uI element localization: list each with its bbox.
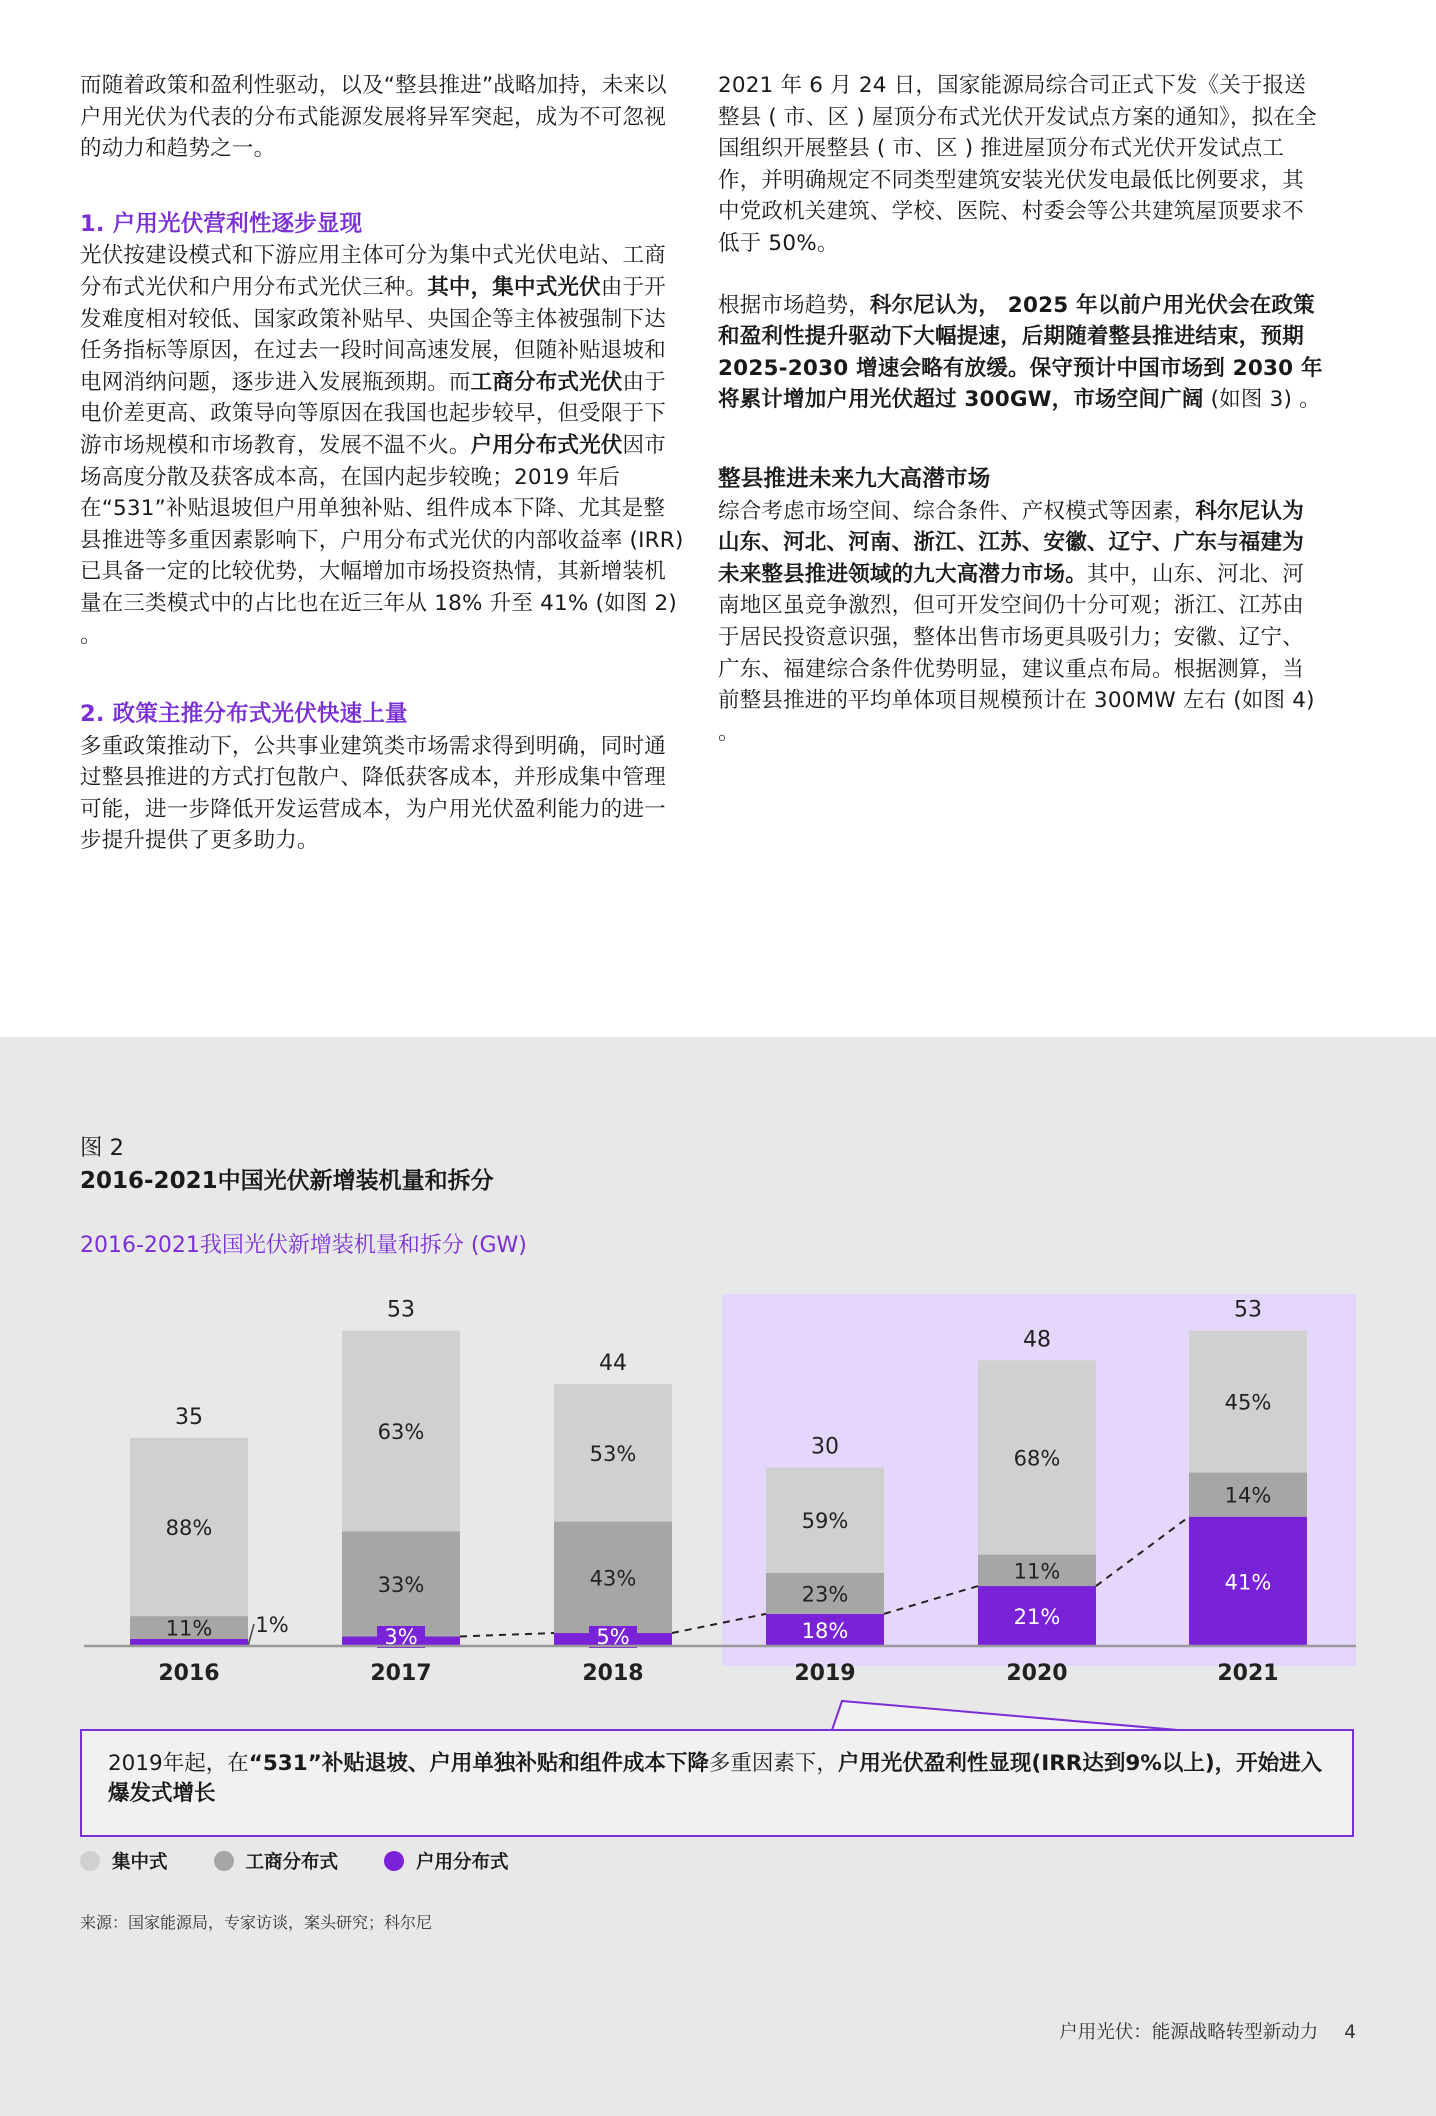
share-label-residential: 21% — [1013, 1605, 1061, 1630]
callout-text: 2019年起，在“531”补贴退坡、户用单独补贴和组件成本下降多重因素下，户用光伏盈利性显现(IRR达到9%以上)，开始进入爆发式增长 — [108, 1751, 1323, 1806]
share-label-commercial: 43% — [589, 1566, 637, 1591]
x-tick-label: 2020 — [1006, 1661, 1068, 1686]
source-note: 来源：国家能源局，专家访谈，案头研究；科尔尼 — [80, 1913, 433, 1932]
paragraph-2: 多重政策推动下，公共事业建筑类市场需求得到明确，同时通过整县推进的方式打包散户、降低获客成本，并形成集中管理可能，进一步降低开发运营成本，为户用光伏盈利能力的进一步提升提供了更多助力。 — [80, 733, 666, 854]
share-label-centralized: 88% — [165, 1515, 213, 1540]
share-label-centralized: 63% — [377, 1419, 425, 1444]
stacked-bar-chart — [0, 1280, 1436, 1700]
share-label-commercial: 11% — [1013, 1559, 1061, 1584]
share-label-commercial: 23% — [801, 1582, 849, 1607]
legend-dot-icon — [214, 1851, 234, 1871]
total-label: 48 — [1023, 1327, 1051, 1353]
page-number: 4 — [1344, 2022, 1356, 2043]
total-label: 53 — [387, 1297, 415, 1323]
share-label-residential: 18% — [801, 1618, 849, 1643]
figure-label: 图 2 — [80, 1135, 124, 1161]
right-column — [718, 70, 1323, 748]
share-label-centralized: 68% — [1013, 1446, 1061, 1471]
leader-line — [248, 1624, 254, 1646]
footer-title: 户用光伏：能源战略转型新动力 — [1059, 2022, 1319, 2043]
x-tick-label: 2021 — [1217, 1661, 1279, 1686]
paragraph-1: 光伏按建设模式和下游应用主体可分为集中式光伏电站、工商分布式光伏和户用分布式光伏三种。其中，集中式光伏由于开发难度相对较低、国家政策补贴早、央国企等主体被强制下达任务指标等原因，在过去一段时间高速发展，但随补贴退坡和电网消纳问题，逐步进入发展瓶颈期。而工商分布式光伏由于电价差更高、政策导向等原因在我国也起步较早，但受限于下游市场规模和市场教育，发展不温不火。户用分布式光伏因市场高度分散及获客成本高，在国内起步较晚；2019 年后在“531”补贴退坡但户用单独补贴、组件成本下降、尤其是整县推进等多重因素影响下，户用分布式光伏的内部收益率 (IRR) 已具备一定的比较优势，大幅增加市场投资热情，其新增装机量在三类模式中的占比也在近三年从 18% 升至 41% (如图 2) 。 — [80, 243, 684, 648]
x-tick-label: 2019 — [794, 1661, 856, 1686]
share-label-residential: 1% — [255, 1613, 289, 1637]
callout-box — [80, 1729, 1354, 1837]
chart-legend — [80, 1848, 509, 1874]
x-tick-label: 2016 — [158, 1661, 220, 1686]
legend-dot-icon — [80, 1851, 100, 1871]
share-label-commercial: 11% — [165, 1616, 213, 1641]
section-heading-1: 1. 户用光伏营利性逐步显现 — [80, 210, 363, 237]
page-footer — [1059, 2018, 1356, 2044]
x-tick-label: 2018 — [582, 1661, 644, 1686]
section-heading-2: 2. 政策主推分布式光伏快速上量 — [80, 701, 408, 728]
share-label-commercial: 14% — [1224, 1483, 1272, 1508]
figure-title: 2016-2021中国光伏新增装机量和拆分 — [80, 1168, 494, 1194]
total-label: 53 — [1234, 1297, 1262, 1323]
share-label-commercial: 33% — [377, 1572, 425, 1597]
legend-dot-icon — [384, 1851, 404, 1871]
total-label: 30 — [811, 1434, 839, 1460]
share-label-residential: 41% — [1224, 1570, 1272, 1595]
share-label-residential: 3% — [384, 1625, 418, 1649]
left-column — [80, 70, 685, 857]
legend-item-centralized: 集中式 — [80, 1848, 168, 1874]
share-label-centralized: 59% — [801, 1509, 849, 1534]
policy-paragraph: 2021 年 6 月 24 日，国家能源局综合司正式下发《关于报送整县 ( 市、区 ) 屋顶分布式光伏开发试点方案的通知》，拟在全国组织开展整县 ( 市、区 ) 推进屋顶分布式光伏开发试点工作，并明确规定不同类型建筑安装光伏发电最低比例要求，其中党政机关建筑、学校、医院、村委会等公共建筑屋顶要求不低于 50%。 — [718, 73, 1317, 256]
share-label-centralized: 45% — [1224, 1390, 1272, 1415]
callout-pointer — [80, 1700, 1380, 1732]
chart-subtitle: 2016-2021我国光伏新增装机量和拆分 (GW) — [80, 1233, 527, 1258]
forecast-paragraph: 根据市场趋势，科尔尼认为， 2025 年以前户用光伏会在政策和盈利性提升驱动下大幅提速，后期随着整县推进结束，预期 2025-2030 增速会略有放缓。保守预计中国市场到 2030 年将累计增加户用光伏超过 300GW，市场空间广阔 (如图 3) 。 — [718, 292, 1323, 413]
share-label-residential: 5% — [596, 1625, 630, 1649]
legend-item-commercial: 工商分布式 — [214, 1848, 339, 1874]
share-label-centralized: 53% — [589, 1441, 637, 1466]
total-label: 35 — [175, 1404, 203, 1430]
markets-paragraph: 综合考虑市场空间、综合条件、产权模式等因素，科尔尼认为山东、河北、河南、浙江、江苏、安徽、辽宁、广东与福建为未来整县推进领域的九大高潜力市场。其中，山东、河北、河南地区虽竞争激烈，但可开发空间仍十分可观；浙江、江苏由于居民投资意识强，整体出售市场更具吸引力；安徽、辽宁、广东、福建综合条件优势明显，建议重点布局。根据测算，当前整县推进的平均单体项目规模预计在 300MW 左右 (如图 4) 。 — [718, 498, 1315, 745]
intro-paragraph: 而随着政策和盈利性驱动，以及“整县推进”战略加持，未来以户用光伏为代表的分布式能源发展将异军突起，成为不可忽视的动力和趋势之一。 — [80, 73, 667, 162]
x-tick-label: 2017 — [370, 1661, 432, 1686]
total-label: 44 — [599, 1351, 627, 1377]
legend-item-residential: 户用分布式 — [384, 1848, 509, 1874]
section-heading-3: 整县推进未来九大高潜市场 — [718, 465, 991, 492]
